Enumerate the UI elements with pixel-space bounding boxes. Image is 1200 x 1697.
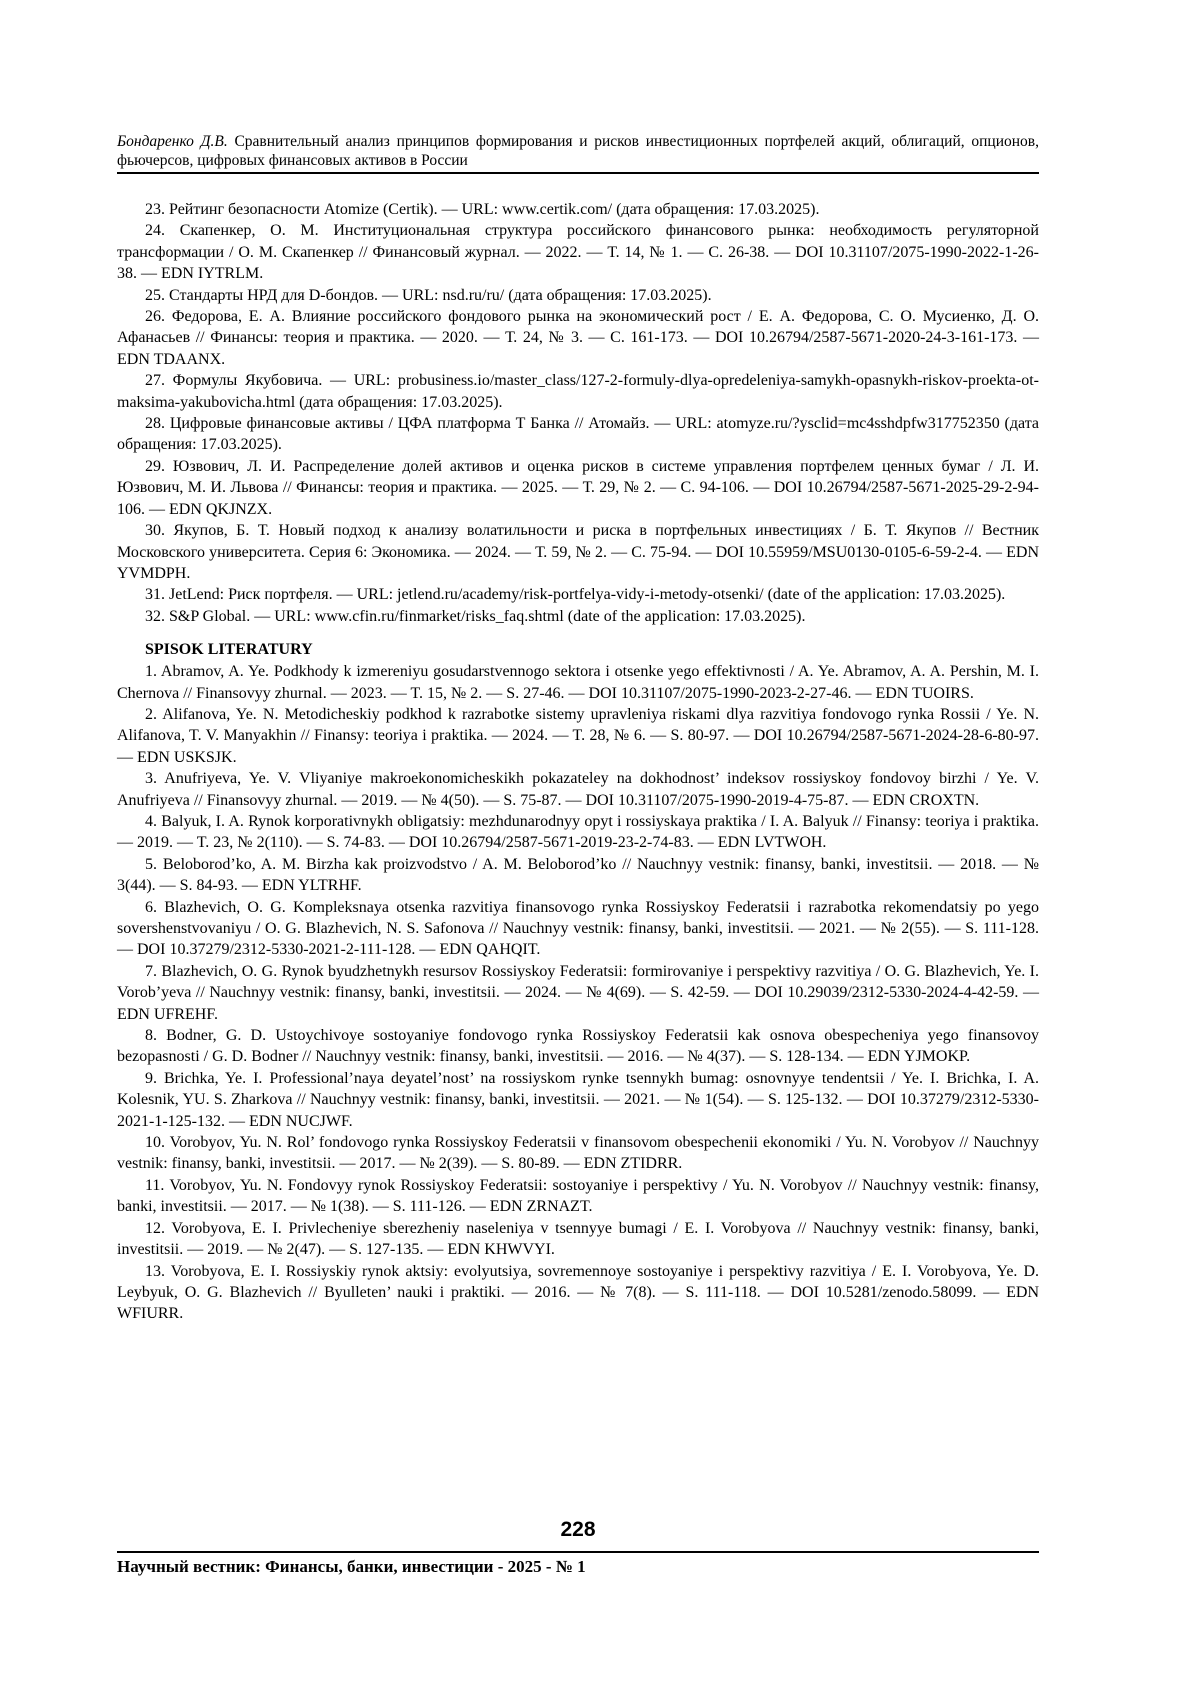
reference-item: 9. Brichka, Ye. I. Professional’naya deyatel’nost’ na rossiyskom rynke tsennykh bumag: osnovnyye tendentsii / Ye. I. Brichka, I. A. Kolesnik, YU. S. Zharkova // Nauchnyy vestnik: finansy, banki, investitsii. — 2021. — № 1(54). — S. 125-132. — DOI 10.37279/2312-5330-2021-1-125-132. — EDN NUCJWF. bbox=[117, 1069, 1039, 1130]
reference-item: 5. Beloborod’ko, A. M. Birzha kak proizvodstvo / A. M. Beloborod’ko // Nauchnyy vestnik: finansy, banki, investitsii. — 2018. — № 3(44). — S. 84-93. — EDN YLTRHF. bbox=[117, 855, 1039, 895]
running-header bbox=[117, 132, 1039, 170]
reference-item: 7. Blazhevich, O. G. Rynok byudzhetnykh resursov Rossiyskoy Federatsii: formirovaniye i perspektivy razvitiya / O. G. Blazhevich, Ye. I. Vorob’yeva // Nauchnyy vestnik: finansy, banki, investitsii. — 2024. — № 4(69). — S. 42-59. — DOI 10.29039/2312-5330-2024-4-42-59. — EDN UFREHF. bbox=[117, 962, 1039, 1023]
reference-item: 32. S&P Global. — URL: www.cfin.ru/finmarket/risks_faq.shtml (date of the application: 17.03.2025). bbox=[145, 607, 806, 625]
reference-item: 2. Alifanova, Ye. N. Metodicheskiy podkhod k razrabotke sistemy upravleniya riskami dlya razvitiya fondovogo rynka Rossii / Ye. N. Alifanova, T. V. Manyakhin // Finansy: teoriya i praktika. — 2024. — T. 28, № 6. — S. 80-97. — DOI 10.26794/2587-5671-2024-28-6-80-97. — EDN USKSJK. bbox=[117, 705, 1039, 766]
header-divider bbox=[117, 172, 1039, 174]
reference-item: 23. Рейтинг безопасности Atomize (Certik). — URL: www.certik.com/ (дата обращения: 17.03.2025). bbox=[145, 201, 820, 218]
journal-page bbox=[117, 0, 1039, 1697]
page-number: 228 bbox=[560, 1518, 596, 1541]
reference-item: 1. Abramov, A. Ye. Podkhody k izmereniyu gosudarstvennogo sektora i otsenke yego effektivnosti / A. Ye. Abramov, A. A. Pershin, M. I. Chernova // Finansovyy zhurnal. — 2023. — T. 15, № 2. — S. 27-46. — DOI 10.31107/2075-1990-2023-2-27-46. — EDN TUOIRS. bbox=[117, 663, 1039, 702]
reference-item: 30. Якупов, Б. Т. Новый подход к анализу волатильности и риска в портфельных инвестициях / Б. Т. Якупов // Вестник Московского университета. Серия 6: Экономика. — 2024. — Т. 59, № 2. — С. 75-94. — DOI 10.55959/MSU0130-0105-6-59-2-4. — EDN YVMDPH. bbox=[117, 522, 1039, 582]
reference-item: 25. Стандарты НРД для D-бондов. — URL: nsd.ru/ru/ (дата обращения: 17.03.2025). bbox=[145, 286, 712, 304]
reference-item: 27. Формулы Якубовича. — URL: probusiness.io/master_class/127-2-formuly-dlya-opredeleniya-samykh-opasnykh-riskov-proekta-ot-maksima-yakubovicha.html (дата обращения: 17.03.2025). bbox=[117, 372, 1039, 411]
reference-item: 8. Bodner, G. D. Ustoychivoye sostoyaniye fondovogo rynka Rossiyskoy Federatsii kak osnova obespecheniya yego finansovoy bezopasnosti / G. D. Bodner // Nauchnyy vestnik: finansy, banki, investitsii. — 2016. — № 4(37). — S. 128-134. — EDN YJMOKP. bbox=[117, 1027, 1039, 1066]
journal-footer: Научный вестник: Финансы, банки, инвестиции - 2025 - № 1 bbox=[117, 1557, 586, 1576]
reference-item: 10. Vorobyov, Yu. N. Rol’ fondovogo rynka Rossiyskoy Federatsii v finansovom obespechenii ekonomiki / Yu. N. Vorobyov // Nauchnyy vestnik: finansy, banki, investitsii. — 2017. — № 2(39). — S. 80-89. — EDN ZTIDRR. bbox=[117, 1134, 1039, 1173]
reference-item: 26. Федорова, Е. А. Влияние российского фондового рынка на экономический рост / Е. А. Федорова, С. О. Мусиенко, Д. О. Афанасьев // Финансы: теория и практика. — 2020. — Т. 24, № 3. — С. 161-173. — DOI 10.26794/2587-5671-2020-24-3-161-173. — EDN TDAANX. bbox=[117, 308, 1039, 368]
references-transliterated bbox=[117, 661, 1039, 1325]
reference-item: 28. Цифровые финансовые активы / ЦФА платформа Т Банка // Атомайз. — URL: atomyze.ru/?ysclid=mc4sshdpfw317752350 (дата обращения: 17.03.2025). bbox=[117, 415, 1039, 454]
reference-item: 29. Юзвович, Л. И. Распределение долей активов и оценка рисков в системе управления портфелем ценных бумаг / Л. И. Юзвович, М. И. Львова // Финансы: теория и практика. — 2025. — Т. 29, № 2. — С. 94-106. — DOI 10.26794/2587-5671-2025-29-2-94-106. — EDN QKJNZX. bbox=[117, 457, 1039, 518]
reference-item: 11. Vorobyov, Yu. N. Fondovyy rynok Rossiyskoy Federatsii: sostoyaniye i perspektivy / Yu. N. Vorobyov // Nauchnyy vestnik: finansy, banki, investitsii. — 2017. — № 1(38). — S. 111-126. — EDN ZRNAZT. bbox=[117, 1176, 1039, 1216]
reference-item: 12. Vorobyova, E. I. Privlecheniye sberezheniy naseleniya v tsennyye bumagi / E. I. Vorobyova // Nauchnyy vestnik: finansy, banki, investitsii. — 2019. — № 2(47). — S. 127-135. — EDN KHWVYI. bbox=[117, 1219, 1039, 1259]
footer-divider bbox=[117, 1551, 1039, 1553]
header-title: Сравнительный анализ принципов формирования и рисков инвестиционных портфелей акций, облигаций, опционов, фьючерсов, цифровых финансовых активов в России bbox=[117, 133, 1039, 169]
reference-item: 4. Balyuk, I. A. Rynok korporativnykh obligatsiy: mezhdunarodnyy opyt i rossiyskaya praktika / I. A. Balyuk // Finansy: teoriya i praktika. — 2019. — T. 23, № 2(110). — S. 74-83. — DOI 10.26794/2587-5671-2019-23-2-74-83. — EDN LVTWOH. bbox=[117, 812, 1039, 852]
header-authors: Бондаренко Д.В. bbox=[117, 133, 228, 150]
references-body bbox=[117, 199, 1039, 1325]
reference-item: 31. JetLend: Риск портфеля. — URL: jetlend.ru/academy/risk-portfelya-vidy-i-metody-otsenki/ (date of the application: 17.03.2025). bbox=[145, 586, 1006, 604]
reference-item: 24. Скапенкер, О. М. Институциональная структура российского финансового рынка: необходимость регуляторной трансформации / О. М. Скапенкер // Финансовый журнал. — 2022. — Т. 14, № 1. — С. 26-38. — DOI 10.31107/2075-1990-2022-1-26-38. — EDN IYTRLM. bbox=[117, 222, 1039, 283]
reference-item: 3. Anufriyeva, Ye. V. Vliyaniye makroekonomicheskikh pokazateley na dokhodnost’ indeksov rossiyskoy fondovoy birzhi / Ye. V. Anufriyeva // Finansovyy zhurnal. — 2019. — № 4(50). — S. 75-87. — DOI 10.31107/2075-1990-2019-4-75-87. — EDN CROXTN. bbox=[117, 770, 1039, 809]
reference-item: 13. Vorobyova, E. I. Rossiyskiy rynok aktsiy: evolyutsiya, sovremennoye sostoyaniye i perspektivy razvitiya / E. I. Vorobyova, Ye. D. Leybyuk, O. G. Blazhevich // Byulleten’ nauki i praktiki. — 2016. — № 7(8). — S. 111-118. — DOI 10.5281/zenodo.58099. — EDN WFIURR. bbox=[117, 1262, 1039, 1323]
section-title: SPISOK LITERATURY bbox=[145, 641, 313, 659]
references-russian bbox=[117, 199, 1039, 627]
reference-item: 6. Blazhevich, O. G. Kompleksnaya otsenka razvitiya finansovogo rynka Rossiyskoy Federatsii i razrabotka rekomendatsiy po yego sovershenstvovaniyu / O. G. Blazhevich, N. S. Safonova // Nauchnyy vestnik: finansy, banki, investitsii. — 2021. — № 2(55). — S. 111-128. — DOI 10.37279/2312-5330-2021-2-111-128. — EDN QAHQIT. bbox=[117, 898, 1039, 959]
